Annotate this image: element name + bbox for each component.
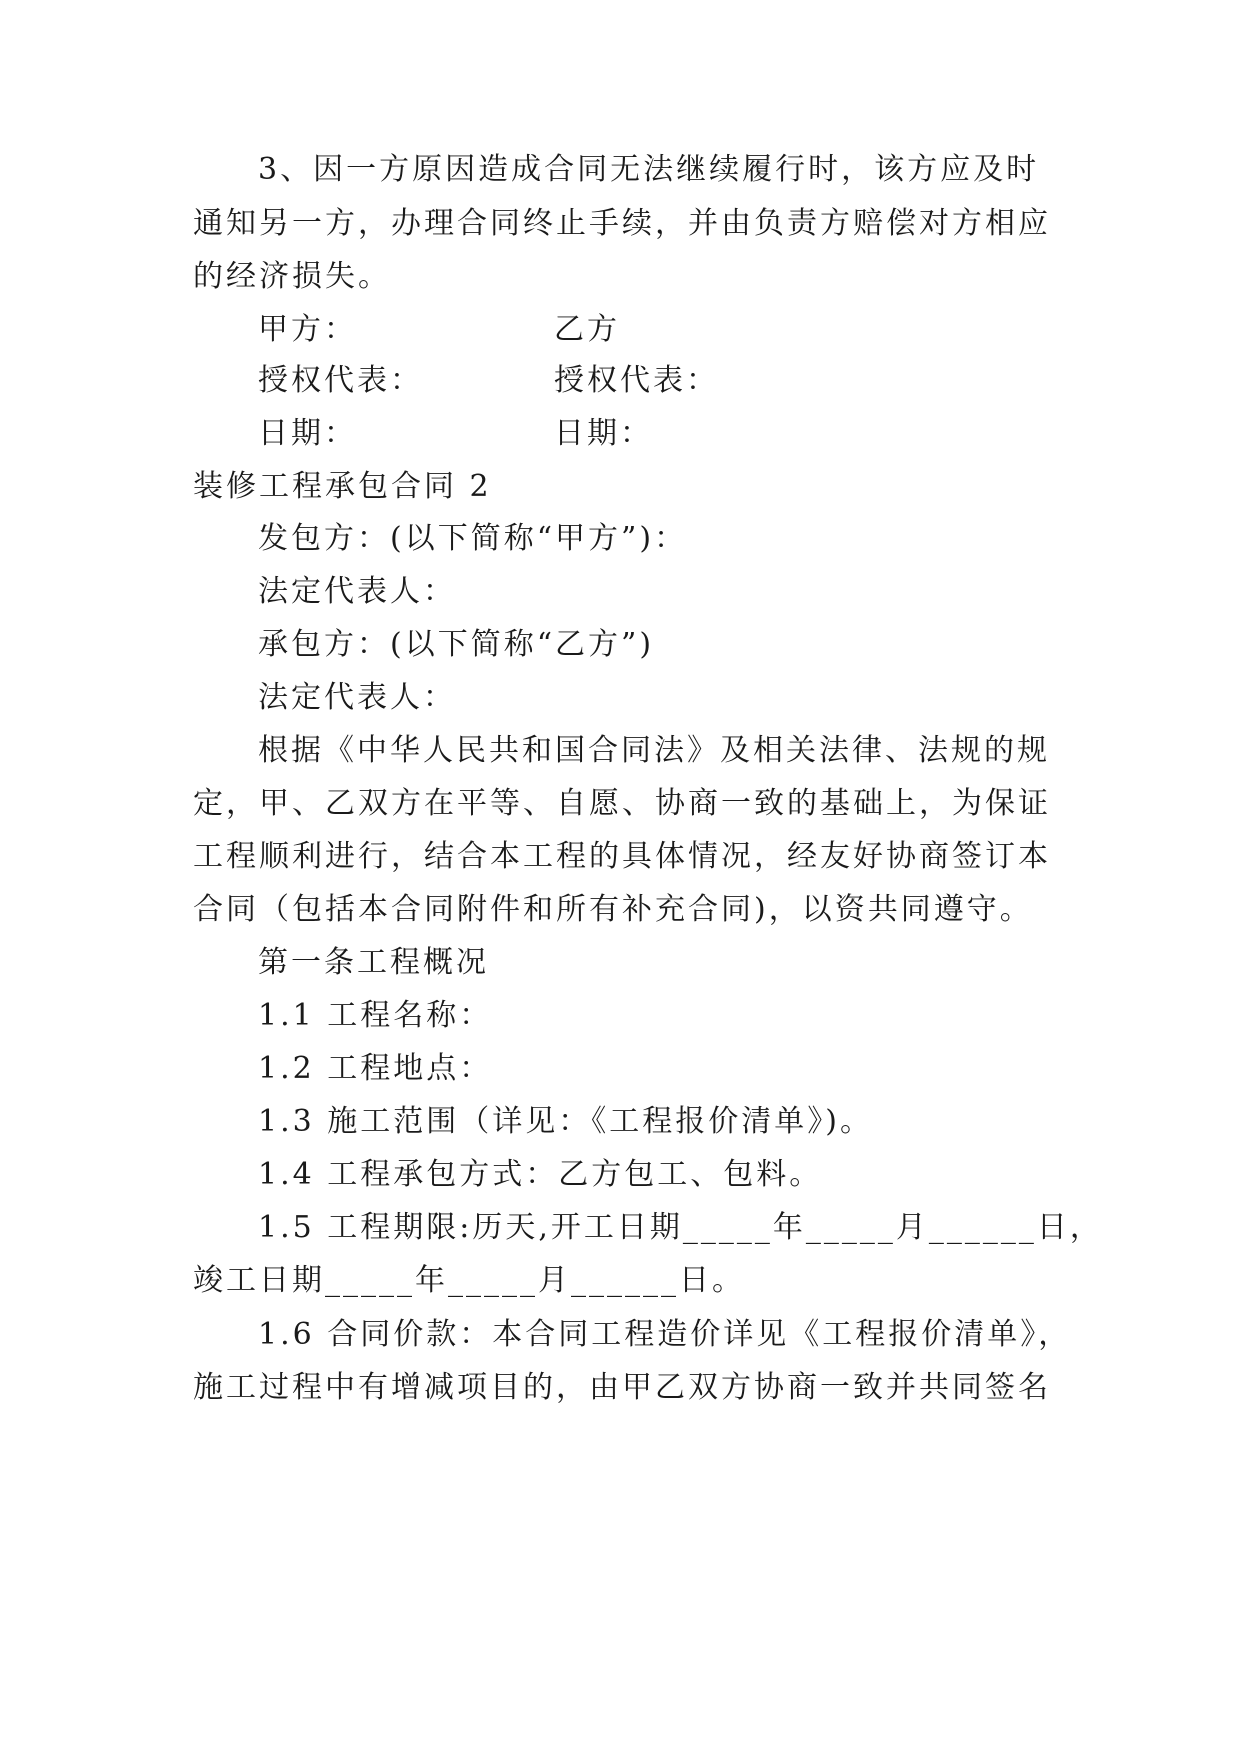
preamble-line-4: 合同（包括本合同附件和所有补充合同)，以资共同遵守。 — [193, 892, 1033, 927]
signature-rep-a: 授权代表： — [258, 363, 423, 398]
item-1-5-line-2: 竣工日期_____年_____月______日。 — [193, 1263, 745, 1298]
signature-date-b: 日期： — [554, 416, 653, 451]
signature-party-b: 乙方 — [554, 312, 620, 347]
signature-party-a: 甲方： — [258, 312, 357, 347]
item-1-3: 1.3 施工范围（详见：《工程报价清单》)。 — [258, 1104, 873, 1139]
employer-line: 发包方：(以下简称“甲方”)： — [258, 521, 688, 556]
item-1-2: 1.2 工程地点： — [258, 1051, 493, 1086]
item-1-5-line-1: 1.5 工程期限:历天,开工日期_____年_____月______日， — [258, 1210, 1103, 1245]
clause-3-line-2: 通知另一方，办理合同终止手续，并由负责方赔偿对方相应 — [193, 206, 1051, 241]
signature-rep-b: 授权代表： — [554, 363, 719, 398]
article-1-heading: 第一条工程概况 — [258, 945, 489, 980]
clause-3-line-1: 3、因一方原因造成合同无法继续履行时，该方应及时 — [258, 152, 1040, 187]
item-1-1: 1.1 工程名称： — [258, 998, 493, 1033]
item-1-4: 1.4 工程承包方式：乙方包工、包料。 — [258, 1157, 823, 1192]
contractor-rep-line: 法定代表人： — [258, 680, 456, 715]
item-1-6-line-1: 1.6 合同价款：本合同工程造价详见《工程报价清单》， — [258, 1317, 1072, 1352]
contractor-line: 承包方：(以下简称“乙方”) — [258, 627, 655, 662]
preamble-line-2: 定，甲、乙双方在平等、自愿、协商一致的基础上，为保证 — [193, 786, 1051, 821]
contract-title: 装修工程承包合同 2 — [193, 469, 492, 504]
preamble-line-3: 工程顺利进行，结合本工程的具体情况，经友好协商签订本 — [193, 839, 1051, 874]
preamble-line-1: 根据《中华人民共和国合同法》及相关法律、法规的规 — [258, 733, 1050, 768]
employer-rep-line: 法定代表人： — [258, 574, 456, 609]
signature-date-a: 日期： — [258, 416, 357, 451]
clause-3-line-3: 的经济损失。 — [193, 259, 391, 294]
item-1-6-line-2: 施工过程中有增减项目的，由甲乙双方协商一致并共同签名 — [193, 1370, 1051, 1405]
